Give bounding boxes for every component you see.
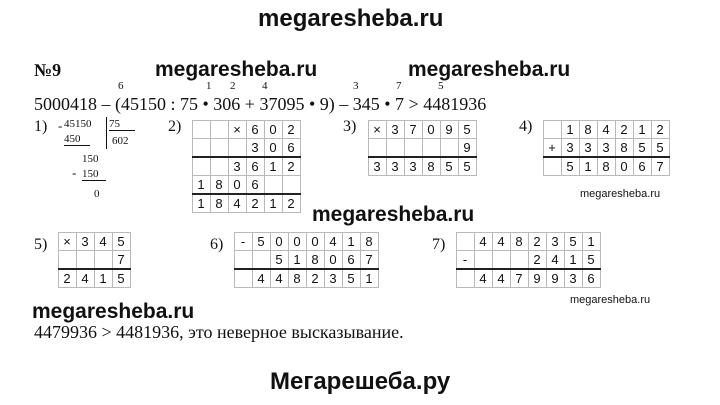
watermark-3: megaresheba.ru [408, 58, 571, 81]
grid-cell: 5 [441, 157, 459, 176]
grid-cell: 5 [634, 139, 652, 158]
grid-cell [457, 269, 475, 288]
grid-cell: 8 [361, 233, 379, 251]
order-mark: 4 [262, 80, 268, 92]
grid-cell: 4 [253, 269, 271, 288]
order-mark: 5 [438, 80, 444, 92]
division-quotient: 602 [112, 135, 129, 147]
division-minus-2: - [72, 165, 77, 180]
brand-footer: Мегарешеба.ру [270, 368, 451, 395]
grid-cell: 4 [271, 269, 289, 288]
grid-cell: 1 [343, 233, 361, 251]
grid-cell: 1 [265, 157, 283, 176]
grid-cell: 2 [529, 233, 547, 251]
grid-cell: 8 [423, 157, 441, 176]
grid-cell: 2 [247, 194, 265, 213]
grid-cell: 6 [247, 121, 265, 139]
watermark-5: megaresheba.ru [32, 300, 195, 323]
grid-cell [457, 233, 475, 251]
grid-cell: 3 [387, 121, 405, 139]
order-mark: 6 [118, 80, 124, 92]
grid-cell: 3 [580, 139, 598, 158]
grid-cell: 8 [307, 251, 325, 270]
grid-cell: 6 [247, 157, 265, 176]
grid-cell: 9 [459, 139, 477, 158]
grid-cell: 7 [652, 157, 670, 176]
watermark-small-2: megaresheba.ru [570, 294, 651, 306]
grid-cell: 6 [583, 269, 601, 288]
step-6-label: 6) [210, 236, 224, 253]
grid-cell [544, 157, 562, 176]
grid-cell: 0 [423, 121, 441, 139]
grid-cell: 0 [229, 176, 247, 195]
grid-cell: 0 [289, 233, 307, 251]
grid-cell [59, 251, 77, 270]
grid-cell: 3 [598, 139, 616, 158]
grid-cell: 2 [529, 251, 547, 270]
division-dividend: 45150 [64, 118, 92, 130]
grid-cell [511, 251, 529, 270]
grid-cell: 0 [271, 233, 289, 251]
grid-cell: 7 [405, 121, 423, 139]
step-2-grid [192, 120, 301, 213]
step-7-label: 7) [432, 236, 446, 253]
grid-cell: 1 [95, 269, 113, 288]
grid-cell: 0 [307, 233, 325, 251]
grid-cell: 6 [634, 157, 652, 176]
grid-cell: 1 [634, 121, 652, 139]
grid-cell: 5 [343, 269, 361, 288]
grid-cell: 6 [343, 251, 361, 270]
step-5-label: 5) [34, 236, 48, 253]
grid-cell: 0 [265, 139, 283, 158]
step-1-label: 1) [34, 118, 48, 135]
grid-cell: 1 [583, 233, 601, 251]
grid-cell: 9 [547, 269, 565, 288]
grid-cell: 8 [598, 157, 616, 176]
grid-cell: 2 [283, 121, 301, 139]
grid-cell: 1 [193, 194, 211, 213]
grid-cell: 7 [511, 269, 529, 288]
grid-cell [193, 157, 211, 176]
grid-cell [441, 139, 459, 158]
grid-cell [211, 157, 229, 176]
grid-cell [475, 251, 493, 270]
grid-cell: 3 [369, 157, 387, 176]
grid-cell: 5 [113, 269, 131, 288]
grid-cell: 4 [475, 269, 493, 288]
grid-cell: 8 [616, 139, 634, 158]
main-expression: 5000418 – (45150 : 75 • 306 + 37095 • 9) – 345 • 7 > 4481936 [34, 94, 487, 114]
grid-cell: 5 [253, 233, 271, 251]
step-7-grid [456, 232, 601, 288]
step-4-label: 4) [519, 118, 533, 135]
grid-cell [235, 269, 253, 288]
grid-cell: 3 [562, 139, 580, 158]
watermark-4: megaresheba.ru [312, 203, 475, 226]
grid-cell: 4 [325, 233, 343, 251]
grid-cell: 2 [307, 269, 325, 288]
grid-cell: 8 [211, 194, 229, 213]
grid-cell: 0 [265, 121, 283, 139]
grid-cell: 1 [265, 194, 283, 213]
mult-sign: × [59, 233, 77, 251]
grid-cell: 9 [441, 121, 459, 139]
grid-cell: 3 [77, 233, 95, 251]
grid-cell [369, 139, 387, 158]
grid-cell: 7 [113, 251, 131, 270]
grid-cell: 6 [247, 176, 265, 195]
grid-cell [193, 121, 211, 139]
grid-cell: 3 [565, 269, 583, 288]
grid-cell: 8 [580, 121, 598, 139]
plus-sign: + [544, 139, 562, 158]
grid-cell: 9 [529, 269, 547, 288]
grid-cell [235, 251, 253, 270]
grid-cell: 5 [565, 233, 583, 251]
grid-cell: 5 [459, 121, 477, 139]
grid-cell: 1 [193, 176, 211, 195]
grid-cell: 5 [583, 251, 601, 270]
grid-cell: 5 [459, 157, 477, 176]
watermark-small-1: megaresheba.ru [580, 188, 661, 200]
step-3-label: 3) [343, 118, 357, 135]
watermark-top: megaresheba.ru [258, 5, 444, 32]
grid-cell: 3 [405, 157, 423, 176]
grid-cell: 1 [361, 269, 379, 288]
grid-cell: 3 [387, 157, 405, 176]
conclusion-text: 4479936 > 4481936, это неверное высказывание. [34, 322, 404, 342]
grid-cell: 3 [325, 269, 343, 288]
grid-cell: 2 [652, 121, 670, 139]
grid-cell: 4 [547, 251, 565, 270]
grid-cell: 4 [475, 233, 493, 251]
grid-cell: 8 [211, 176, 229, 195]
grid-cell: 5 [562, 157, 580, 176]
grid-cell [387, 139, 405, 158]
grid-cell: 5 [652, 139, 670, 158]
grid-cell [77, 251, 95, 270]
division-divisor: 75 [109, 118, 135, 131]
grid-cell: 4 [493, 269, 511, 288]
grid-cell [229, 139, 247, 158]
grid-cell: 4 [77, 269, 95, 288]
grid-cell: 3 [247, 139, 265, 158]
grid-cell: 5 [271, 251, 289, 270]
grid-cell [193, 139, 211, 158]
watermark-2: megaresheba.ru [155, 58, 318, 81]
grid-cell [211, 139, 229, 158]
grid-cell: 0 [616, 157, 634, 176]
division-sub-1: 450 [64, 133, 90, 146]
grid-cell: 8 [289, 269, 307, 288]
order-mark: 2 [230, 80, 236, 92]
grid-cell: 5 [113, 233, 131, 251]
order-mark: 3 [353, 80, 359, 92]
grid-cell [95, 251, 113, 270]
grid-cell: 1 [289, 251, 307, 270]
step-4-grid [543, 120, 670, 176]
step-6-grid [234, 232, 379, 288]
grid-cell: 2 [283, 157, 301, 176]
division-bracket [106, 117, 107, 149]
grid-cell [493, 251, 511, 270]
grid-cell: 4 [598, 121, 616, 139]
order-mark: 7 [396, 80, 402, 92]
grid-cell: 1 [565, 251, 583, 270]
grid-cell: 7 [361, 251, 379, 270]
grid-cell: 1 [562, 121, 580, 139]
division-minus-1: - [58, 118, 63, 133]
grid-cell [265, 176, 283, 195]
mult-sign: × [229, 121, 247, 139]
task-number: №9 [34, 60, 62, 80]
grid-cell: 2 [283, 194, 301, 213]
grid-cell [405, 139, 423, 158]
step-5-grid [58, 232, 131, 288]
minus-sign: - [235, 233, 253, 251]
grid-cell: 4 [95, 233, 113, 251]
minus-sign: - [457, 251, 475, 270]
division-sub-2: 150 [82, 168, 106, 181]
step-3-grid [368, 120, 477, 176]
grid-cell [283, 176, 301, 195]
grid-cell [423, 139, 441, 158]
grid-cell: 4 [229, 194, 247, 213]
division-rem-1: 150 [82, 153, 99, 165]
grid-cell: 3 [547, 233, 565, 251]
grid-cell [211, 121, 229, 139]
grid-cell [544, 121, 562, 139]
division-rem-2: 0 [94, 188, 100, 200]
grid-cell: 8 [511, 233, 529, 251]
grid-cell: 0 [325, 251, 343, 270]
grid-cell: 3 [229, 157, 247, 176]
grid-cell: 2 [616, 121, 634, 139]
grid-cell: 4 [493, 233, 511, 251]
grid-cell: 1 [580, 157, 598, 176]
grid-cell: 2 [59, 269, 77, 288]
step-2-label: 2) [168, 118, 182, 135]
order-mark: 1 [206, 80, 212, 92]
mult-sign: × [369, 121, 387, 139]
grid-cell [253, 251, 271, 270]
grid-cell: 6 [283, 139, 301, 158]
